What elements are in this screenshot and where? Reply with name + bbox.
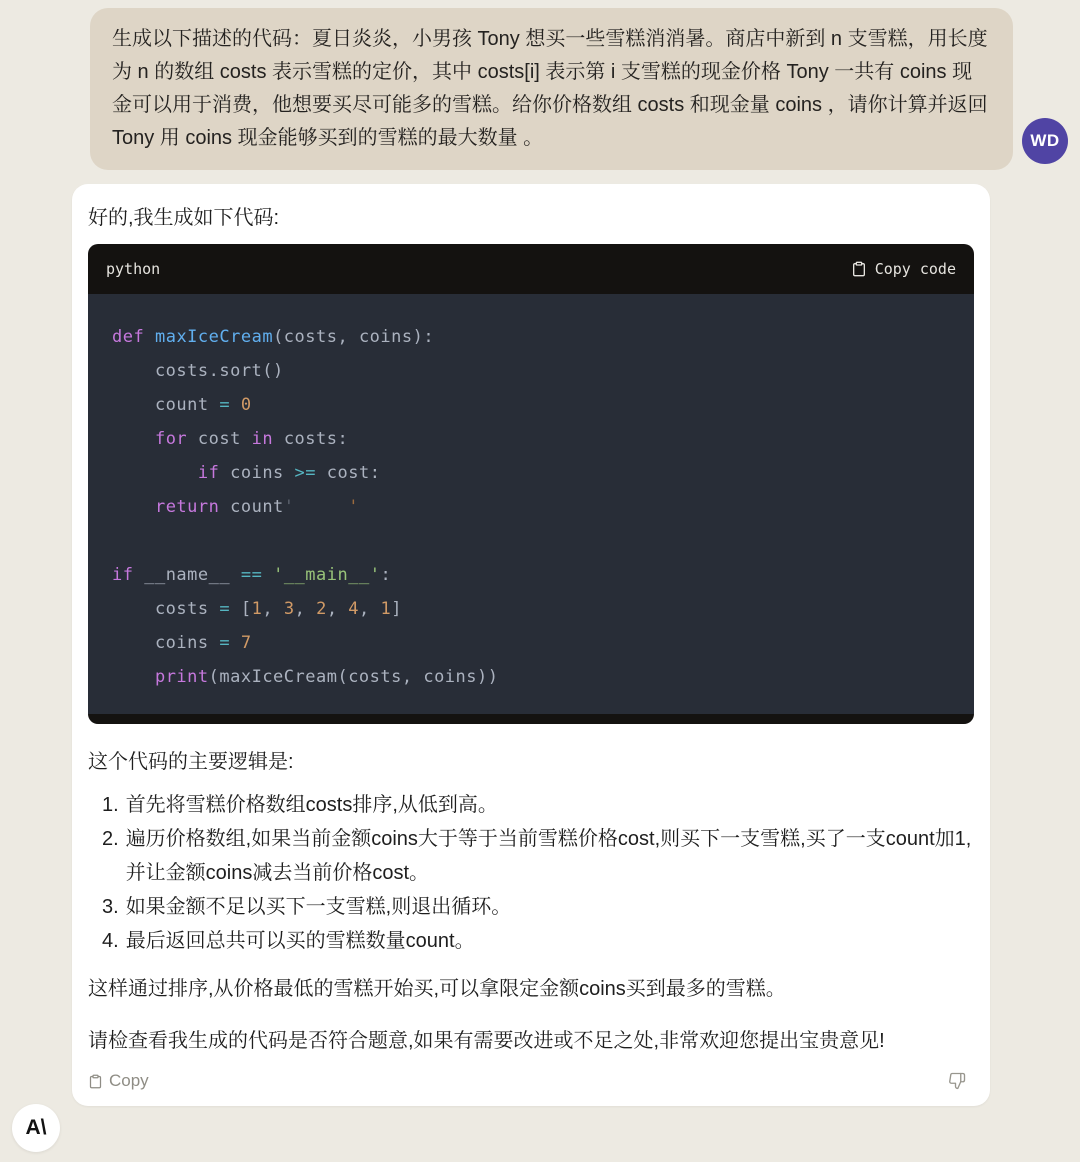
assistant-message-card <box>72 184 990 1106</box>
copy-code-button[interactable] <box>851 260 956 278</box>
thumbs-down-icon[interactable] <box>948 1072 966 1090</box>
copy-response-button[interactable] <box>88 1071 149 1091</box>
list-item <box>102 890 974 924</box>
code-block <box>88 244 974 724</box>
list-item <box>102 822 974 890</box>
user-message-row <box>0 0 1080 170</box>
logic-heading: 这个代码的主要逻辑是: <box>88 751 294 773</box>
clipboard-icon <box>88 1074 103 1089</box>
assistant-avatar: A\ <box>12 1104 60 1152</box>
user-message-bubble <box>90 8 1013 170</box>
code-language-label: python <box>106 260 161 278</box>
list-item-number: 3. <box>102 896 119 918</box>
list-item-number: 1. <box>102 794 119 816</box>
list-item-number: 2. <box>102 828 119 850</box>
list-item-text: 遍历价格数组,如果当前金额coins大于等于当前雪糕价格cost,则买下一支雪糕,买了一支count加1,并让金额coins减去当前价格cost。 <box>125 828 972 884</box>
list-item-text: 如果金额不足以买下一支雪糕,则退出循环。 <box>125 896 512 918</box>
code-content: def maxIceCream(costs, coins): costs.sort() count = 0 for cost in costs: if coins >= cost: return count' ' if __name__ == '__main__': costs = [1, 3, 2, 4, 1] coins = 7 print(maxIceCream(costs, coins)) <box>88 294 974 714</box>
logic-list <box>88 788 974 958</box>
copy-response-label: Copy <box>109 1071 149 1090</box>
list-item <box>102 788 974 822</box>
user-message-text: 生成以下描述的代码：夏日炎炎，小男孩 Tony 想买一些雪糕消消暑。商店中新到 n 支雪糕，用长度为 n 的数组 costs 表示雪糕的定价，其中 costs[i] 表示第 i 支雪糕的现金价格 Tony 一共有 coins 现金可以用于消费，他想要买尽可能多的雪糕。给你价格数组 costs 和现金量 coins ，请你计算并返回 Tony 用 coins 现金能够买到的雪糕的最大数量 。 <box>112 28 988 149</box>
code-block-header <box>88 244 974 294</box>
closing-text: 请检查看我生成的代码是否符合题意,如果有需要改进或不足之处,非常欢迎您提出宝贵意见! <box>88 1030 885 1052</box>
list-item-number: 4. <box>102 930 119 952</box>
message-footer <box>88 1068 974 1094</box>
list-item <box>102 924 974 958</box>
copy-code-label: Copy code <box>874 260 956 278</box>
assistant-intro-text: 好的,我生成如下代码: <box>88 207 280 229</box>
user-avatar: WD <box>1022 118 1068 164</box>
list-item-text: 最后返回总共可以买的雪糕数量count。 <box>125 930 475 952</box>
clipboard-icon <box>851 261 867 277</box>
summary-text: 这样通过排序,从价格最低的雪糕开始买,可以拿限定金额coins买到最多的雪糕。 <box>88 978 786 1000</box>
list-item-text: 首先将雪糕价格数组costs排序,从低到高。 <box>125 794 498 816</box>
